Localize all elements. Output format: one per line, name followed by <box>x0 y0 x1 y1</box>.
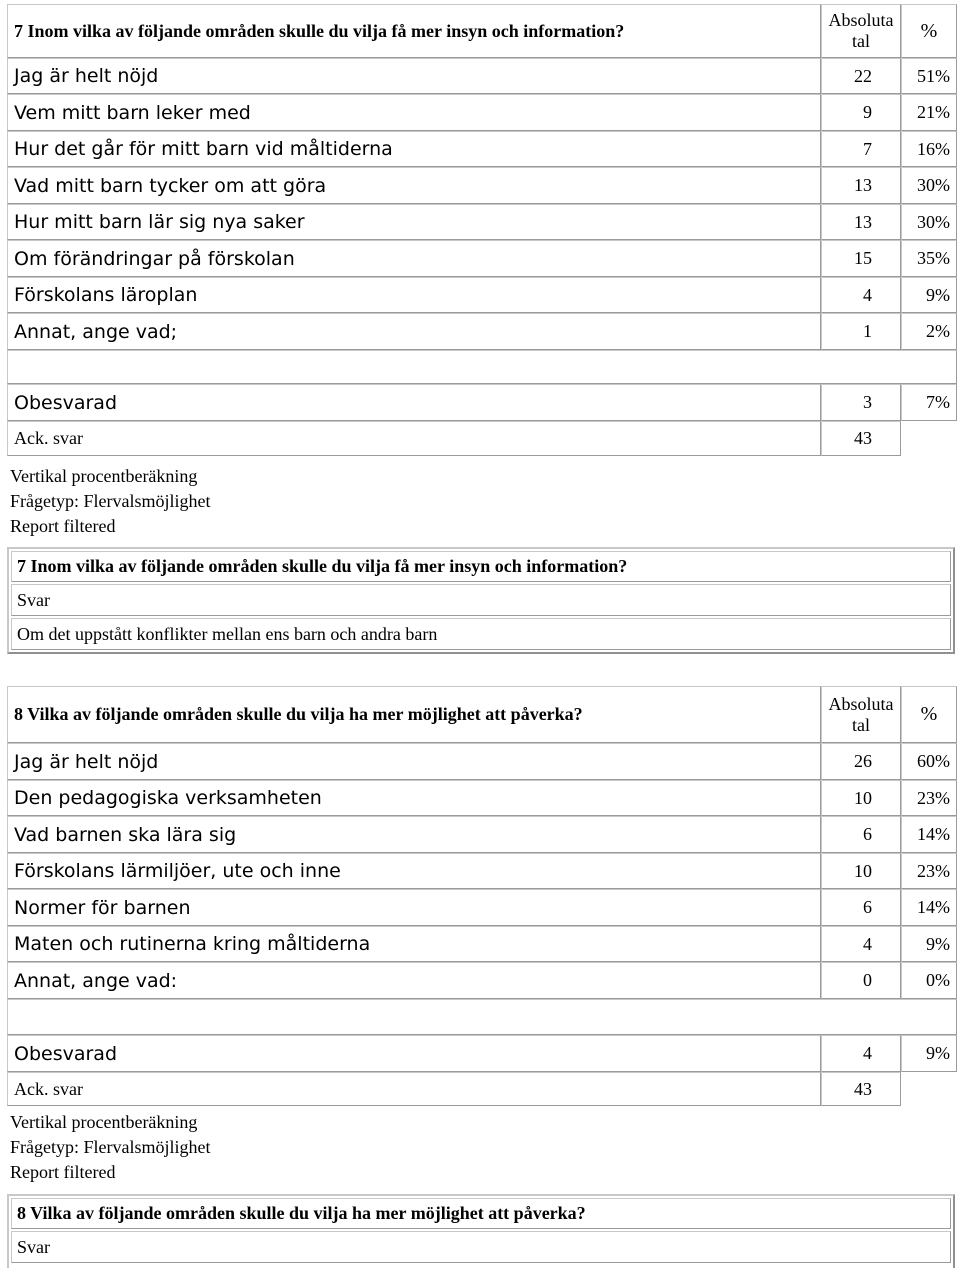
option-label: Förskolans lärmiljöer, ute och inne <box>7 853 821 889</box>
q8-free-text-box <box>7 1194 955 1268</box>
q7-free-text-box <box>7 547 955 654</box>
option-pct: 16% <box>901 131 957 167</box>
option-label: Jag är helt nöjd <box>7 58 821 94</box>
q8-col-abs: Absoluta tal <box>821 686 901 743</box>
q8-title: 8 Vilka av följande områden skulle du vilja ha mer möjlighet att påverka? <box>7 686 821 743</box>
option-label: Förskolans läroplan <box>7 277 821 313</box>
table-row <box>7 58 957 94</box>
meta-report-filtered: Report filtered <box>10 1162 116 1182</box>
table-row <box>7 926 957 962</box>
unanswered-label: Obesvarad <box>7 1035 821 1072</box>
table-row <box>7 962 957 999</box>
empty-cell <box>7 350 957 384</box>
option-pct: 51% <box>901 58 957 94</box>
ack-label: Ack. svar <box>7 421 821 456</box>
option-count: 15 <box>821 240 901 277</box>
q7-col-pct: % <box>901 4 957 58</box>
q7-col-abs: Absoluta tal <box>821 4 901 58</box>
option-count: 4 <box>821 277 901 313</box>
option-pct: 21% <box>901 94 957 131</box>
ack-row <box>7 1072 957 1106</box>
option-label: Hur mitt barn lär sig nya saker <box>7 204 821 240</box>
option-count: 13 <box>821 167 901 204</box>
spacer-row <box>7 999 957 1035</box>
option-pct: 9% <box>901 926 957 962</box>
table-row <box>7 313 957 350</box>
ack-row <box>7 421 957 456</box>
option-count: 4 <box>821 926 901 962</box>
option-pct: 0% <box>901 962 957 999</box>
table-row <box>7 780 957 816</box>
ack-count: 43 <box>821 421 901 456</box>
option-label: Vem mitt barn leker med <box>7 94 821 131</box>
q8-col-pct: % <box>901 686 957 743</box>
table-row <box>7 889 957 926</box>
option-pct: 14% <box>901 816 957 853</box>
meta-question-type: Frågetyp: Flervalsmöjlighet <box>10 1137 211 1157</box>
q8-free-title: 8 Vilka av följande områden skulle du vilja ha mer möjlighet att påverka? <box>11 1198 951 1229</box>
option-label: Om förändringar på förskolan <box>7 240 821 277</box>
option-pct: 30% <box>901 204 957 240</box>
option-count: 6 <box>821 816 901 853</box>
option-label: Maten och rutinerna kring måltiderna <box>7 926 821 962</box>
ack-count: 43 <box>821 1072 901 1106</box>
q8-meta <box>10 1110 210 1185</box>
q7-header-row <box>7 4 957 58</box>
option-count: 13 <box>821 204 901 240</box>
table-row <box>7 277 957 313</box>
q7-results-table <box>7 4 957 456</box>
q7-meta <box>10 464 210 539</box>
option-pct: 30% <box>901 167 957 204</box>
q8-header-row <box>7 686 957 743</box>
option-label: Annat, ange vad: <box>7 962 821 999</box>
table-row <box>7 167 957 204</box>
option-count: 7 <box>821 131 901 167</box>
option-label: Vad mitt barn tycker om att göra <box>7 167 821 204</box>
unanswered-count: 4 <box>821 1035 901 1072</box>
unanswered-count: 3 <box>821 384 901 421</box>
free-answer: Om det uppstått konflikter mellan ens barn och andra barn <box>11 618 951 650</box>
table-row <box>7 816 957 853</box>
option-count: 10 <box>821 780 901 816</box>
q8-free-header: Svar <box>11 1231 951 1263</box>
option-count: 6 <box>821 889 901 926</box>
table-row <box>7 853 957 889</box>
table-row <box>7 384 957 421</box>
option-pct: 23% <box>901 780 957 816</box>
table-row <box>7 94 957 131</box>
empty-cell <box>901 421 957 456</box>
option-pct: 2% <box>901 313 957 350</box>
option-count: 1 <box>821 313 901 350</box>
empty-cell <box>901 1072 957 1106</box>
ack-label: Ack. svar <box>7 1072 821 1106</box>
option-label: Jag är helt nöjd <box>7 743 821 780</box>
table-row <box>7 204 957 240</box>
spacer-row <box>7 350 957 384</box>
option-count: 22 <box>821 58 901 94</box>
meta-question-type: Frågetyp: Flervalsmöjlighet <box>10 491 211 511</box>
option-pct: 35% <box>901 240 957 277</box>
option-label: Normer för barnen <box>7 889 821 926</box>
meta-percent-mode: Vertikal procentberäkning <box>10 1112 198 1132</box>
option-count: 10 <box>821 853 901 889</box>
meta-report-filtered: Report filtered <box>10 516 116 536</box>
option-count: 26 <box>821 743 901 780</box>
table-row <box>7 743 957 780</box>
unanswered-pct: 7% <box>901 384 957 421</box>
option-count: 0 <box>821 962 901 999</box>
option-pct: 14% <box>901 889 957 926</box>
q7-free-title: 7 Inom vilka av följande områden skulle du vilja få mer insyn och information? <box>11 551 951 582</box>
option-pct: 60% <box>901 743 957 780</box>
option-label: Hur det går för mitt barn vid måltiderna <box>7 131 821 167</box>
empty-cell <box>7 999 957 1035</box>
meta-percent-mode: Vertikal procentberäkning <box>10 466 198 486</box>
q8-results-table <box>7 686 957 1106</box>
option-label: Annat, ange vad; <box>7 313 821 350</box>
option-count: 9 <box>821 94 901 131</box>
table-row <box>7 240 957 277</box>
option-label: Vad barnen ska lära sig <box>7 816 821 853</box>
unanswered-label: Obesvarad <box>7 384 821 421</box>
option-pct: 9% <box>901 277 957 313</box>
option-pct: 23% <box>901 853 957 889</box>
option-label: Den pedagogiska verksamheten <box>7 780 821 816</box>
q7-title: 7 Inom vilka av följande områden skulle du vilja få mer insyn och information? <box>7 4 821 58</box>
q7-free-header: Svar <box>11 584 951 616</box>
table-row <box>7 1035 957 1072</box>
unanswered-pct: 9% <box>901 1035 957 1072</box>
table-row <box>7 131 957 167</box>
